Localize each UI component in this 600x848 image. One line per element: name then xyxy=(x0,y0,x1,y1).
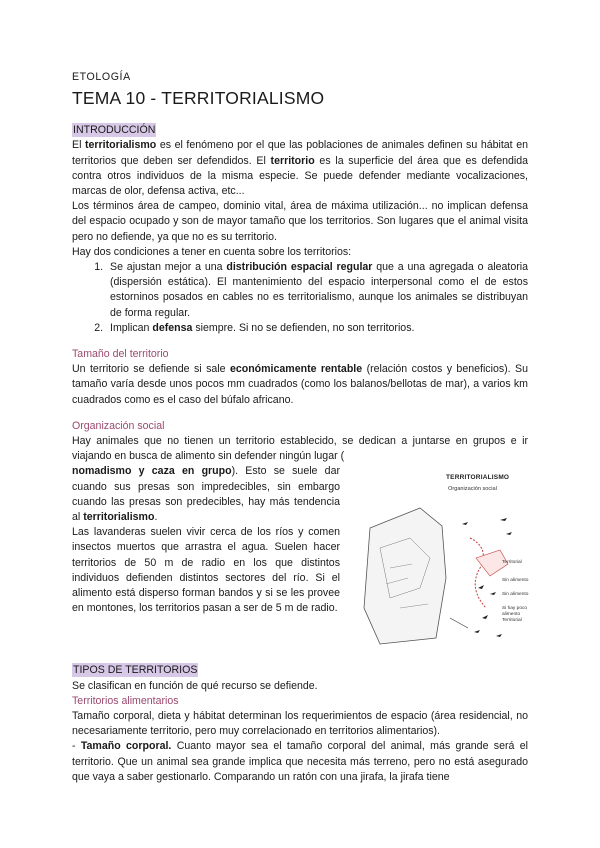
list-item: 2. Implican defensa siempre. Si no se defienden, no son territorios. xyxy=(106,321,528,336)
types-heading-highlight: TIPOS DE TERRITORIOS xyxy=(73,664,198,677)
social-paragraph-1-cont: nomadismo y caza en grupo). Esto se suele dar cuando sus presas son impredecibles, sin embargo cuando las presas son predecibles, hay más tendencia al territorialismo. xyxy=(72,465,340,524)
food-territories-heading: Territorios alimentarios xyxy=(72,694,179,707)
figure-subtitle: Organización social xyxy=(448,486,497,493)
figure-label-3: Sin alimento xyxy=(502,592,529,598)
types-paragraph-2: Tamaño corporal, dieta y hábitat determinan los requerimientos de espacio (área residencial, no necesariamente territorio, pero muy correlacionado en territorios alimentarios). xyxy=(72,710,528,738)
social-paragraph-2: Las lavanderas suelen vivir cerca de los ríos y comen insectos muertos que arrastra el agua. Suelen hacer territorios de 50 m de radio en los que distintos individuos defienden distintos sectores del río. Si el alimento está disperso forman bandos y si se les provee en montones, los territorios pasan a ser de 5 m de radio. xyxy=(72,526,340,615)
subject-label: ETOLOGÍA xyxy=(72,71,131,83)
intro-paragraph-3: Hay dos condiciones a tener en cuenta sobre los territorios: xyxy=(72,245,352,258)
intro-heading-highlight: INTRODUCCIÓN xyxy=(73,124,156,137)
figure-label-4: Si hay poco alimento xyxy=(502,606,528,618)
list-item: 1. Se ajustan mejor a una distribución espacial regular que a una agregada o aleatoria (dispersión estática). El mantenimiento del espacio interpersonal como el de estos estorninos posados en cables no es territorialismo, aunque los animales se distribuyan de forma regular. xyxy=(106,260,528,321)
conditions-list xyxy=(72,260,528,336)
social-paragraph-1: Hay animales que no tienen un territorio establecido, se dedican a juntarse en grupos e ir viajando en busca de alimento sin defender ningún lugar ( xyxy=(72,435,528,463)
figure-label-5: Territorial xyxy=(502,618,522,624)
intro-paragraph-1: El territorialismo es el fenómeno por el que las poblaciones de animales definen su hábitat en territorios que deben ser defendidos. El territorio es la superficie del área que es defendida contra otros individuos de la misma especie. Se puede defender mediante vocalizaciones, marcas de olor, defensa activa, etc... xyxy=(72,139,529,198)
size-heading: Tamaño del territorio xyxy=(72,348,169,361)
size-paragraph: Un territorio se defiende si sale económicamente rentable (relación costos y beneficios). Su tamaño varía desde unos pocos mm cuadrados (como los balanos/bellotas de mar), a varios km cuadrados como es el caso del búfalo africano. xyxy=(72,363,528,406)
territorialism-figure xyxy=(350,468,528,650)
intro-heading xyxy=(72,123,528,138)
page-title: TEMA 10 - TERRITORIALISMO xyxy=(72,88,325,109)
types-paragraph-1: Se clasifican en función de qué recurso se defiende. xyxy=(72,679,318,692)
figure-title: TERRITORIALISMO xyxy=(446,474,510,482)
social-heading: Organización social xyxy=(72,419,165,432)
document-page xyxy=(72,70,528,785)
figure-label-2: Sin alimento xyxy=(502,578,529,584)
types-paragraph-3: - Tamaño corporal. Cuanto mayor sea el tamaño corporal del animal, más grande será el territorio. Que un animal sea grande implica que necesita más terreno, pero no está asegurado que vaya a saber gestionarlo. Comparando un ratón con una jirafa, la jirafa tiene xyxy=(72,740,528,783)
types-heading xyxy=(72,663,528,678)
intro-paragraph-2: Los términos área de campeo, dominio vital, área de máxima utilización... no implican defensa del espacio ocupado y son de mayor tamaño que los territorios. Son lugares que el animal visita pero no defiende, ya que no es su territorio. xyxy=(72,200,528,243)
figure-label-1: Territorial xyxy=(502,560,522,566)
